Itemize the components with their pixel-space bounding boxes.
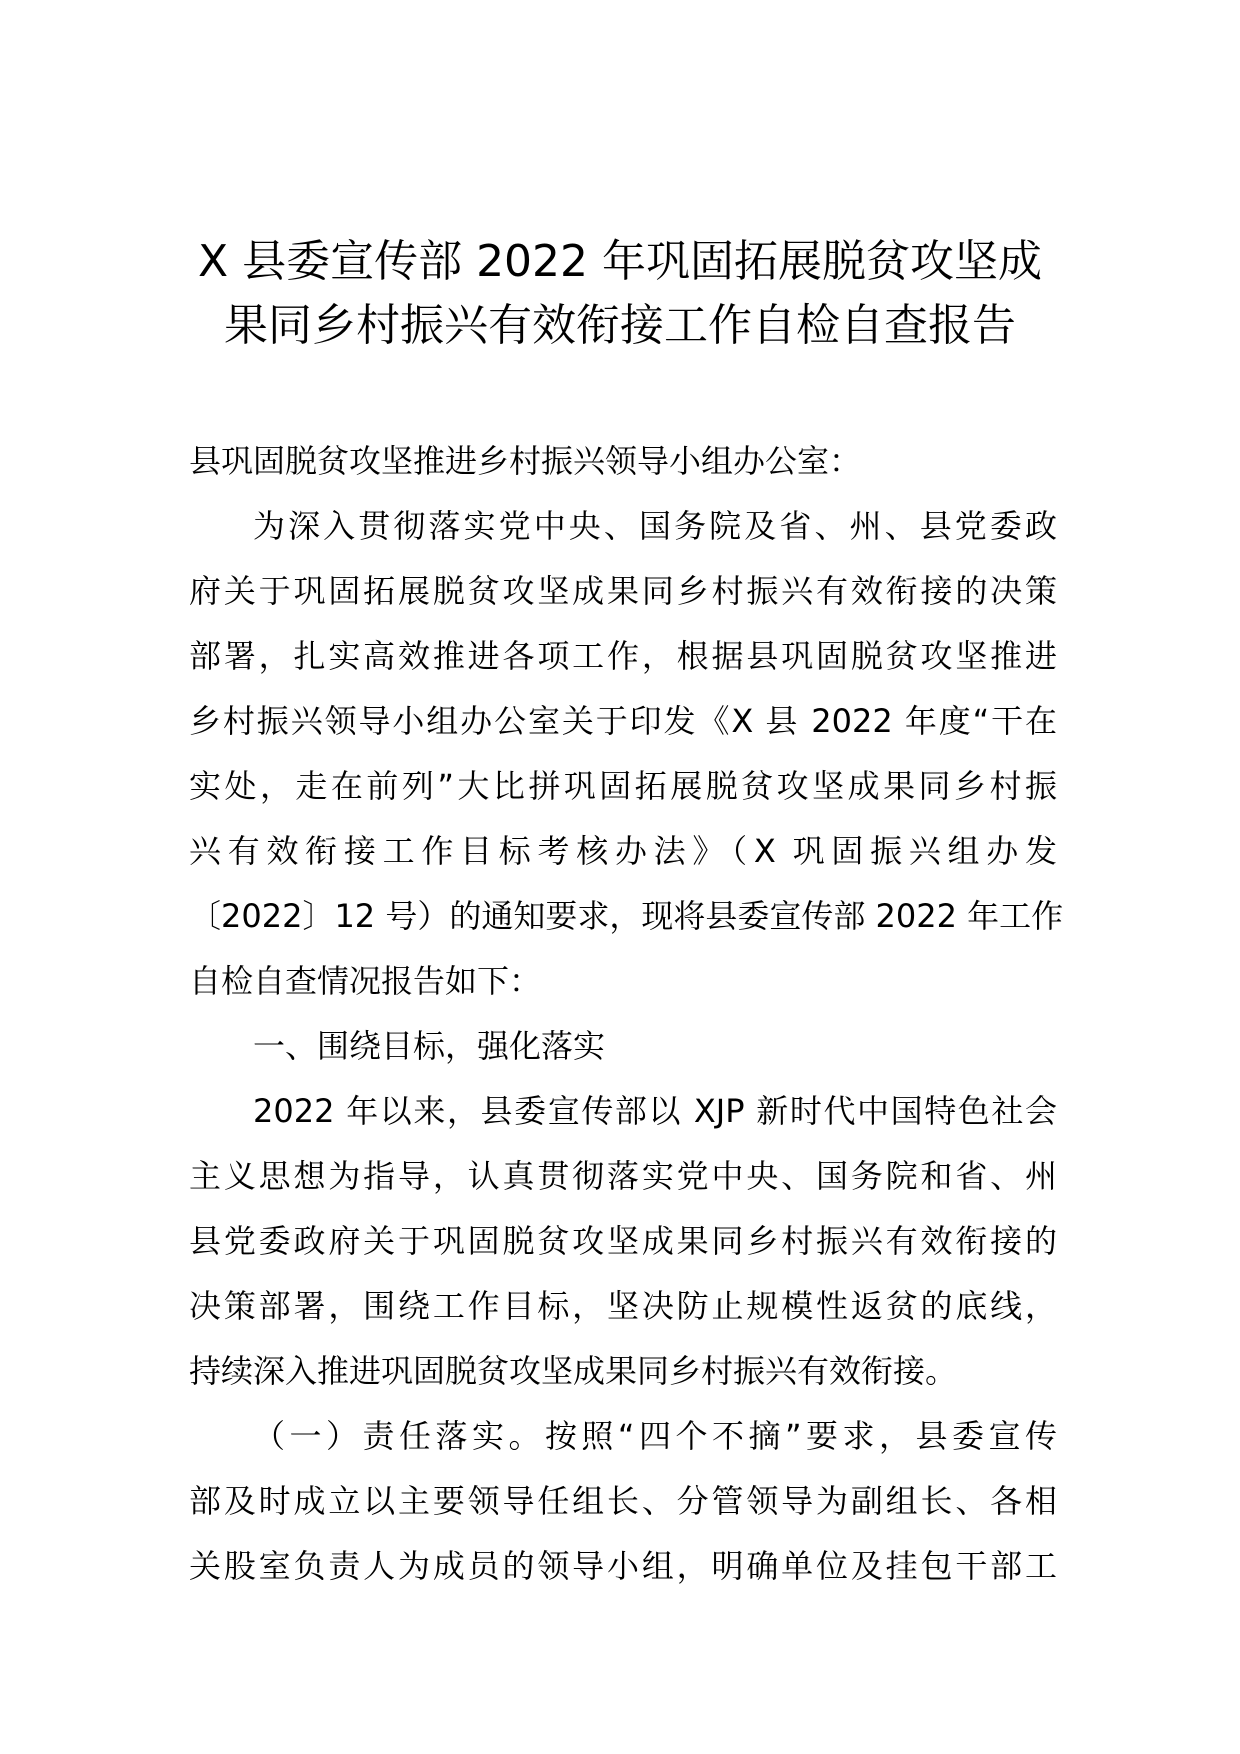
text-line: （一）责任落实。按照“四个不摘”要求，县委宣传 — [253, 1417, 1057, 1455]
text-line: 部署，扎实高效推进各项工作，根据县巩固脱贫攻坚推进 — [189, 637, 1057, 675]
text-line: 兴有效衔接工作目标考核办法》（X 巩固振兴组办发 — [189, 832, 1057, 870]
text-line: 自检自查情况报告如下： — [189, 962, 542, 1000]
text-line: 实处，走在前列”大比拼巩固拓展脱贫攻坚成果同乡村振 — [189, 767, 1057, 805]
text-line: 2022 年以来，县委宣传部以 XJP 新时代中国特色社会 — [253, 1092, 1057, 1130]
text-line: 主义思想为指导，认真贯彻落实党中央、国务院和省、州 — [189, 1157, 1057, 1195]
text-line: 乡村振兴领导小组办公室关于印发《X 县 2022 年度“干在 — [189, 702, 1057, 740]
section-heading: 一、围绕目标，强化落实 — [253, 1027, 606, 1065]
text-line: 府关于巩固拓展脱贫攻坚成果同乡村振兴有效衔接的决策 — [189, 572, 1057, 610]
salutation: 县巩固脱贫攻坚推进乡村振兴领导小组办公室： — [189, 442, 862, 480]
text-line: 〔2022〕12 号）的通知要求，现将县委宣传部 2022 年工作 — [189, 897, 1064, 935]
title-line-2: 果同乡村振兴有效衔接工作自检自查报告 — [224, 300, 1016, 351]
text-line: 持续深入推进巩固脱贫攻坚成果同乡村振兴有效衔接。 — [189, 1352, 958, 1390]
title-line-1: X 县委宣传部 2022 年巩固拓展脱贫攻坚成 — [197, 236, 1043, 287]
text-line: 关股室负责人为成员的领导小组，明确单位及挂包干部工 — [189, 1547, 1057, 1585]
text-line: 为深入贯彻落实党中央、国务院及省、州、县党委政 — [253, 507, 1057, 545]
text-line: 部及时成立以主要领导任组长、分管领导为副组长、各相 — [189, 1482, 1057, 1520]
document-title — [150, 230, 1090, 358]
text-line: 县党委政府关于巩固脱贫攻坚成果同乡村振兴有效衔接的 — [189, 1222, 1057, 1260]
document-body — [189, 429, 1064, 1599]
text-line: 决策部署，围绕工作目标，坚决防止规模性返贫的底线， — [189, 1287, 1057, 1325]
